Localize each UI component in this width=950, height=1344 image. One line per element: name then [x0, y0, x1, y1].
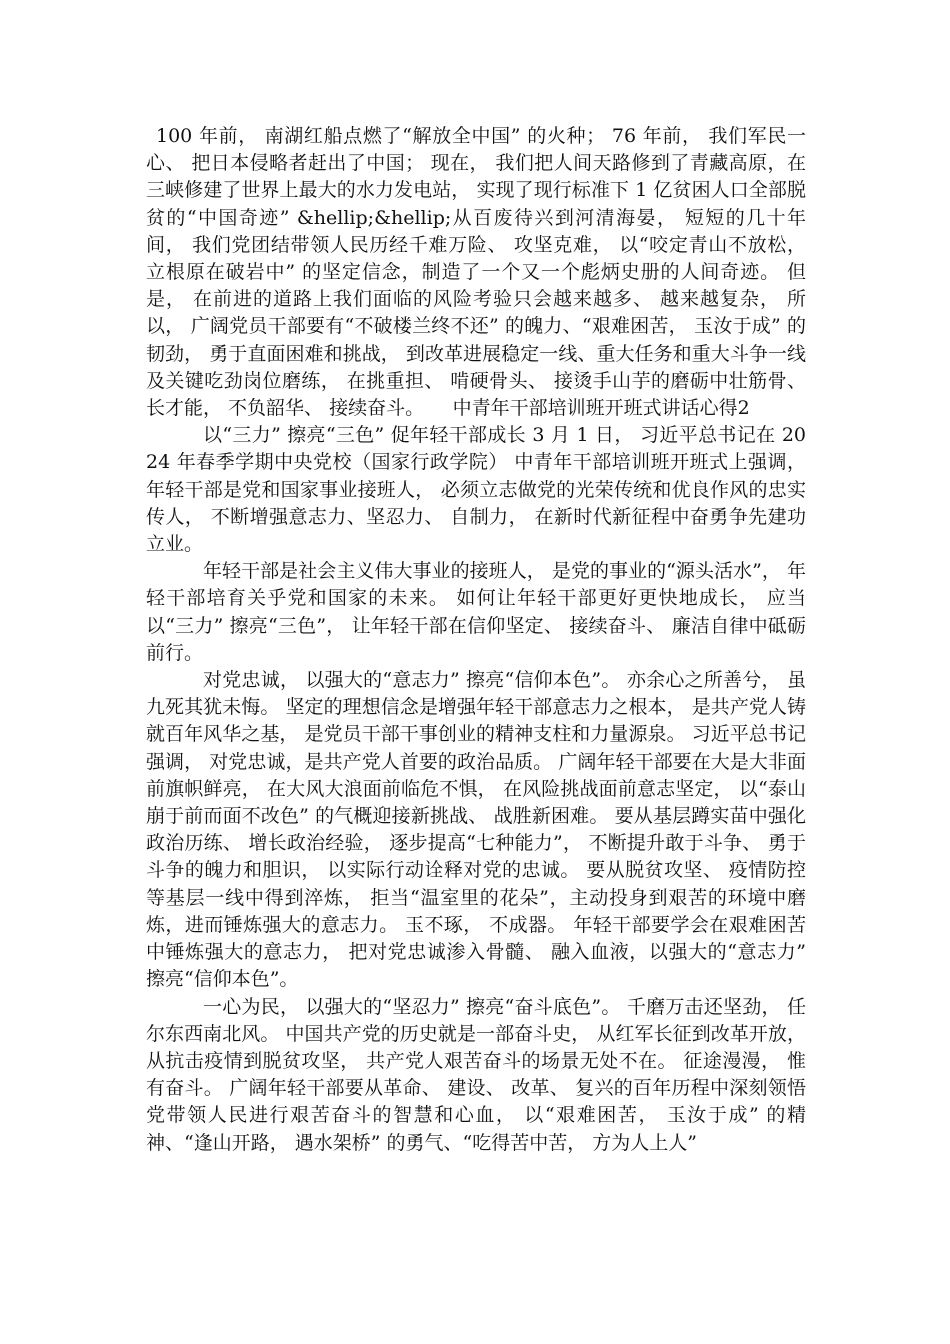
paragraph-2: 以“三力” 擦亮“三色” 促年轻干部成长 3 月 1 日， 习近平总书记在 2024 年春季学期中央党校（国家行政学院） 中青年干部培训班开班式上强调， 年轻干部是党和国家事业接班人， 必须立志做党的光荣传统和优良作风的忠实传人， 不断增强意志力、坚忍力、 自制力， 在新时代新征程中奋勇争先建功立业。 [146, 424, 806, 556]
paragraph-4: 对党忠诚， 以强大的“意志力” 擦亮“信仰本色”。 亦余心之所善兮， 虽九死其犹未悔。 坚定的理想信念是增强年轻干部意志力之根本， 是共产党人铸就百年风华之基， 是党员干部干事创业的精神支柱和力量源泉。 习近平总书记强调， 对党忠诚，是共产党人首要的政治品质。 广阔年轻干部要在大是大非面前旗帜鲜亮， 在大风大浪面前临危不惧， 在风险挑战面前意志坚定， 以“泰山崩于前而面不改色” 的气概迎接新挑战、 战胜新困难。 要从基层蹲实苗中强化政治历练、 增长政治经验， 逐步提高“七种能力”， 不断提升敢于斗争、 勇于斗争的魄力和胆识， 以实际行动诠释对党的忠诚。 要从脱贫攻坚、 疫情防控等基层一线中得到淬炼， 拒当“温室里的花朵”，主动投身到艰苦的环境中磨炼，进而锤炼强大的意志力。 玉不琢， 不成器。 年轻干部要学会在艰难困苦中锤炼强大的意志力， 把对党忠诚渗入骨髓、 融入血液，以强大的“意志力” 擦亮“信仰本色”。 [146, 669, 806, 991]
document-body [146, 123, 806, 1157]
paragraph-1 [146, 123, 806, 422]
paragraph-5: 一心为民， 以强大的“坚忍力” 擦亮“奋斗底色”。 千磨万击还坚劲， 任尔东西南北风。 中国共产党的历史就是一部奋斗史， 从红军长征到改革开放， 从抗击疫情到脱贫攻坚， 共产党人艰苦奋斗的场景无处不在。 征途漫漫， 惟有奋斗。 广阔年轻干部要从革命、 建设、 改革、 复兴的百年历程中深刻领悟党带领人民进行艰苦奋斗的智慧和心血， 以“艰难困苦， 玉汝于成” 的精神、“逢山开路， 遇水架桥” 的勇气、“吃得苦中苦， 方为人上人” [146, 995, 806, 1154]
section-heading-2: 中青年干部培训班开班式讲话心得2 [452, 397, 750, 420]
paragraph-1-text: 100 年前， 南湖红船点燃了“解放全中国” 的火种； 76 年前， 我们军民一心、 把日本侵略者赶出了中国； 现在， 我们把人间天路修到了青藏高原，在三峡修建了世界上最大的水力发电站， 实现了现行标准下 1 亿贫困人口全部脱贫的“中国奇迹” &hellip;&hellip;从百废待兴到河清海晏， 短短的几十年间， 我们党团结带领人民历经千难万险、 攻坚克难， 以“咬定青山不放松， 立根原在破岩中” 的坚定信念，制造了一个又一个彪炳史册的人间奇迹。 但是， 在前进的道路上我们面临的风险考验只会越来越多、 越来越复杂， 所以， 广阔党员干部要有“不破楼兰终不还” 的魄力、“艰难困苦， 玉汝于成” 的韧劲， 勇于直面困难和挑战， 到改革进展稳定一线、重大任务和重大斗争一线及关键吃劲岗位磨练， 在挑重担、 啃硬骨头、 接烫手山芋的磨砺中壮筋骨、 长才能， 不负韶华、 接续奋斗。 [146, 125, 806, 420]
paragraph-3: 年轻干部是社会主义伟大事业的接班人， 是党的事业的“源头活水”， 年轻干部培育关乎党和国家的未来。 如何让年轻干部更好更快地成长， 应当以“三力” 擦亮“三色”， 让年轻干部在信仰坚定、 接续奋斗、 廉洁自律中砥砺前行。 [146, 560, 806, 664]
